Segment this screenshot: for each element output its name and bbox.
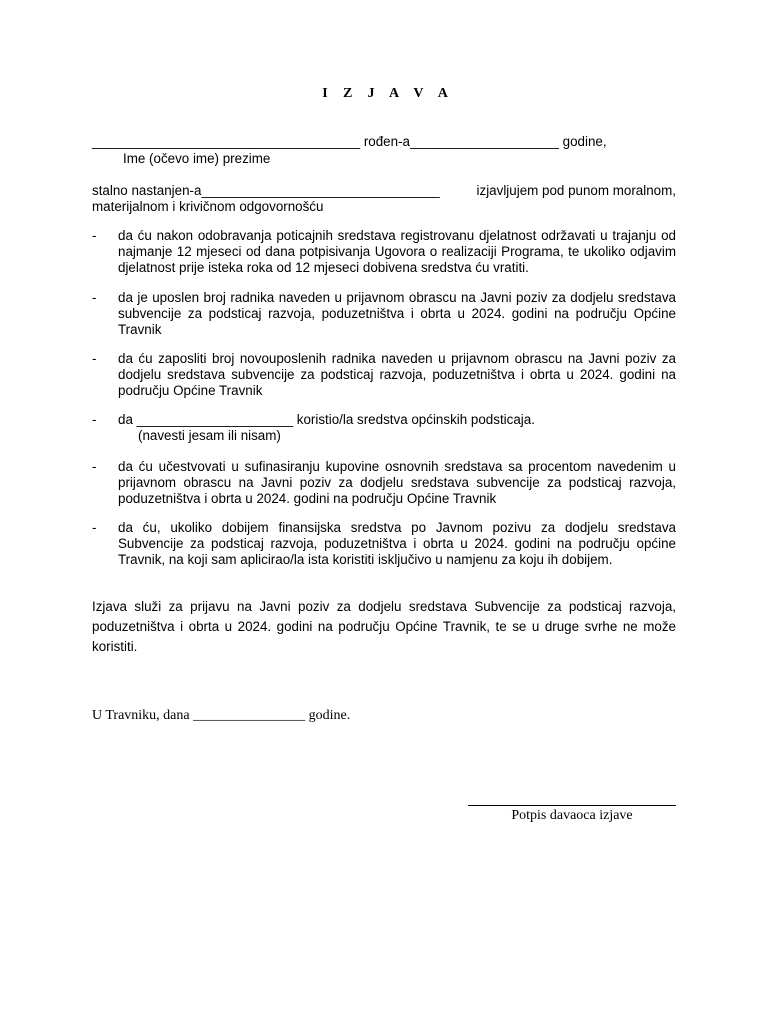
- item-dash: -: [92, 228, 97, 243]
- item-suffix: koristio/la sredstva općinskih podsticaja.: [293, 412, 535, 427]
- statement-item: [92, 459, 676, 507]
- item-text: da ću nakon odobravanja poticajnih sredstava registrovanu djelatnost održavati u trajanju od najmanje 12 mjeseci od dana potpisivanja Ugovora o realizaciji Programa, te ukoliko odjavim djelatnost prije isteka roka od 12 mjeseci dobivena sredstva ću vratiti.: [118, 228, 676, 275]
- used-funds-blank[interactable]: _____________________: [136, 412, 294, 427]
- resident-label: stalno nastanjen-a: [92, 183, 202, 198]
- statement-item: [92, 520, 676, 568]
- statement-item: [92, 351, 676, 399]
- residence-group: [92, 183, 440, 199]
- statement-item: [92, 228, 676, 276]
- item-text: da je uposlen broj radnika naveden u prijavnom obrascu na Javni poziv za dodjelu sredstava subvencije za podsticaj razvoja, poduzetništva i obrta u 2024. godini na području Općine Travnik: [118, 290, 676, 337]
- closing-paragraph: Izjava služi za prijavu na Javni poziv za dodjelu sredstava Subvencije za podsticaj razvoja, poduzetništva i obrta u 2024. godini na području Općine Travnik, te se u druge svrhe ne može koristiti.: [92, 599, 676, 654]
- document-title: I Z J A V A: [322, 86, 454, 101]
- item-dash: -: [92, 351, 97, 366]
- item-text: da ću zaposliti broj novouposlenih radnika naveden u prijavnom obrascu na Javni poziv za dodjelu sredstava subvencije za podsticaj razvoja, poduzetništva i obrta u 2024. godini na području Općine Travnik: [118, 351, 676, 398]
- item-dash: -: [92, 412, 97, 427]
- blank-hint: (navesti jesam ili nisam): [138, 428, 281, 443]
- residence-statement: [92, 183, 676, 215]
- place-date-line: [92, 708, 350, 724]
- signature-line[interactable]: [468, 805, 676, 806]
- name-sublabel: Ime (očevo ime) prezime: [123, 151, 271, 166]
- item-dash: -: [92, 520, 97, 535]
- date-suffix: godine.: [305, 708, 351, 723]
- item-text: [118, 412, 676, 428]
- year-suffix: godine,: [558, 134, 607, 149]
- statement-item: [92, 412, 676, 444]
- name-blank[interactable]: ____________________________________: [92, 134, 361, 149]
- residence-line: [92, 183, 676, 199]
- item-prefix: da: [118, 412, 137, 427]
- address-blank[interactable]: ________________________________: [201, 183, 440, 198]
- signature-label: Potpis davaoca izjave: [511, 808, 633, 823]
- item-text: da ću, ukoliko dobijem finansijska sredstva po Javnom pozivu za dodjelu sredstava Subvencije za podsticaj razvoja, poduzetništva i obrta u 2024. godini na području općine Travnik, na koji sam aplicirao/la ista koristiti isključivo u namjenu za koju ih dobijem.: [118, 520, 676, 567]
- statement-item: [92, 290, 676, 338]
- name-line: [92, 134, 692, 150]
- item-dash: -: [92, 459, 97, 474]
- date-blank[interactable]: ________________: [193, 708, 306, 723]
- place-prefix: U Travniku, dana: [92, 708, 194, 723]
- statement-tail: izjavljujem pod punom moralnom,: [476, 183, 676, 198]
- birth-year-blank[interactable]: ____________________: [409, 134, 559, 149]
- item-dash: -: [92, 290, 97, 305]
- born-label: rođen-a: [360, 134, 410, 149]
- item-text: da ću učestvovati u sufinasiranju kupovine osnovnih sredstava sa procentom navedenim u prijavnom obrascu na Javni poziv za dodjelu sredstava subvencije za podsticaj razvoja, poduzetništva i obrta u 2024. godini na području Općine Travnik: [118, 459, 676, 506]
- responsibility-line: materijalnom i krivičnom odgovornošću: [92, 199, 324, 214]
